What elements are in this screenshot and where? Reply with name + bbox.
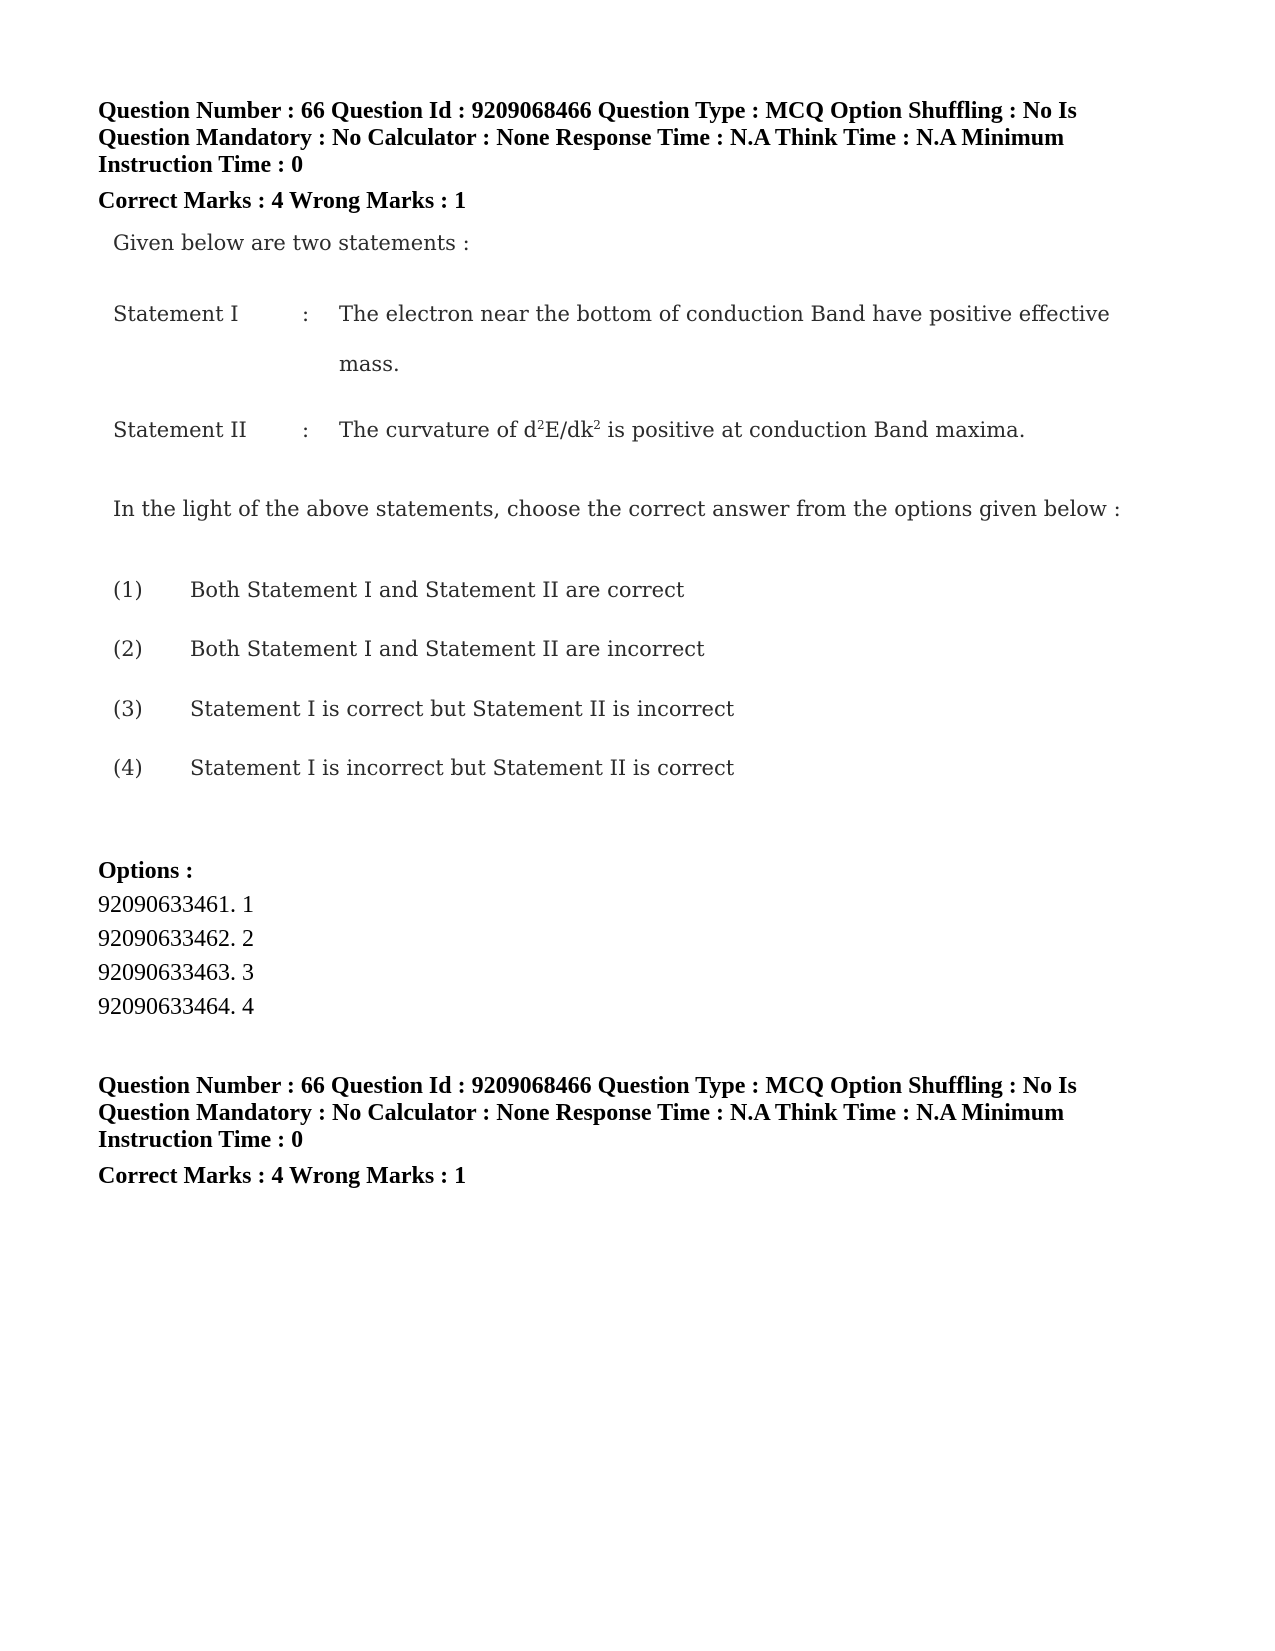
statement-2-text-after: is positive at conduction Band maxima. xyxy=(600,418,1026,442)
statement-2-sup-2: 2 xyxy=(593,418,601,432)
statement-1-label: Statement I xyxy=(113,302,239,326)
statement-2-colon: : xyxy=(302,418,310,442)
statement-2-text-mid: E/dk xyxy=(544,418,594,442)
question-meta-header-repeat: Question Number : 66 Question Id : 9209068466 Question Type : MCQ Option Shuffling : No Is Question Mandatory : No Calculator : None Response Time : N.A Think Time : N.A Minimum Instruction Time : 0 xyxy=(98,1073,1077,1153)
statement-2-label: Statement II xyxy=(113,418,247,442)
question-marks: Correct Marks : 4 Wrong Marks : 1 xyxy=(98,188,467,214)
statement-1-colon: : xyxy=(302,302,310,326)
question-instruction: In the light of the above statements, choose the correct answer from the options given below : xyxy=(113,497,1121,521)
option-item-4: 92090633464. 4 xyxy=(98,994,254,1020)
option-item-2: 92090633462. 2 xyxy=(98,926,254,952)
choice-3-text: Statement I is correct but Statement II is incorrect xyxy=(190,697,735,721)
options-heading: Options : xyxy=(98,858,194,884)
option-item-1: 92090633461. 1 xyxy=(98,892,254,918)
option-item-3: 92090633463. 3 xyxy=(98,960,254,986)
choice-3-number: (3) xyxy=(113,697,143,721)
statement-1-text-cont: mass. xyxy=(339,352,400,376)
choice-1-number: (1) xyxy=(113,578,143,602)
choice-4-number: (4) xyxy=(113,756,143,780)
question-intro: Given below are two statements : xyxy=(113,231,470,255)
statement-1-text: The electron near the bottom of conduction Band have positive effective xyxy=(339,302,1110,326)
statement-2-text xyxy=(339,418,1025,442)
statement-2-sup-1: 2 xyxy=(536,418,545,432)
question-marks-repeat: Correct Marks : 4 Wrong Marks : 1 xyxy=(98,1163,467,1189)
choice-1-text: Both Statement I and Statement II are correct xyxy=(190,578,685,602)
choice-2-number: (2) xyxy=(113,637,143,661)
question-meta-header: Question Number : 66 Question Id : 9209068466 Question Type : MCQ Option Shuffling : No Is Question Mandatory : No Calculator : None Response Time : N.A Think Time : N.A Minimum Instruction Time : 0 xyxy=(98,98,1077,178)
choice-2-text: Both Statement I and Statement II are incorrect xyxy=(190,637,705,661)
statement-2-text-before: The curvature of d xyxy=(339,418,537,442)
choice-4-text: Statement I is incorrect but Statement II is correct xyxy=(190,756,735,780)
